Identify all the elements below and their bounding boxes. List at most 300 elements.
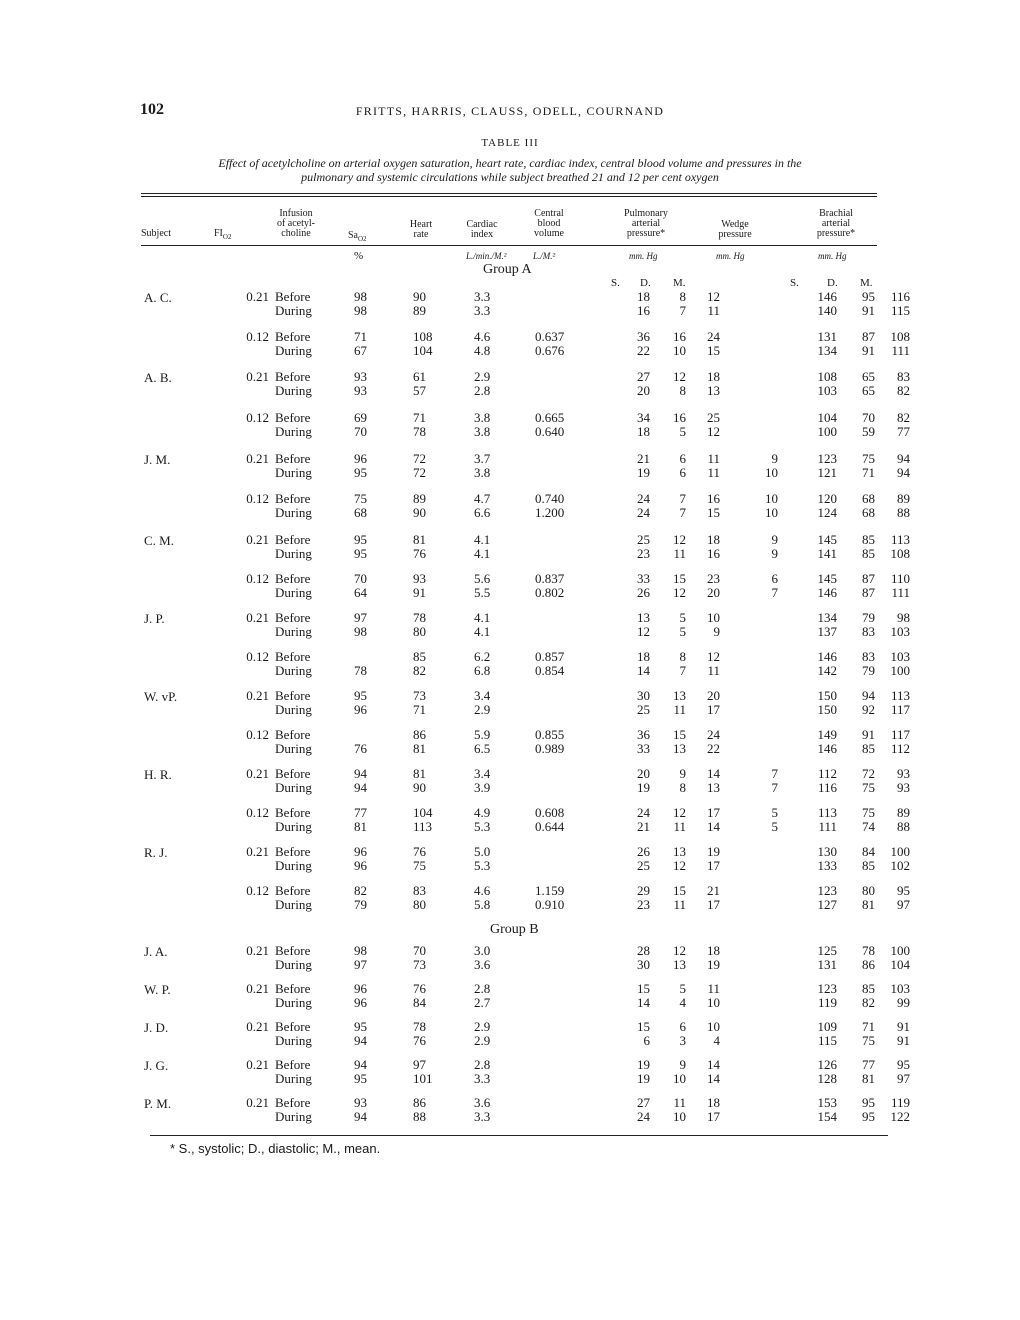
infusion-cell: Before During (275, 844, 312, 873)
infusion-cell: Before During (275, 1019, 312, 1048)
wedge-cell: 7 7 (771, 766, 778, 795)
subject-cell: W. vP. (144, 689, 178, 704)
pulm-diastolic-cell: 8 7 (679, 649, 686, 678)
brach-mean-cell: 98 103 (890, 610, 910, 639)
group-a-label: Group A (483, 262, 532, 277)
brach-diastolic-cell: 78 86 (862, 943, 875, 972)
pulm-diastolic-cell: 7 7 (679, 491, 686, 520)
cardiac-index-cell: 5.9 6.5 (474, 727, 491, 756)
pulm-diastolic-cell: 16 10 (673, 329, 686, 358)
cardiac-index-cell: 4.1 4.1 (474, 610, 491, 639)
cardiac-index-cell: 3.0 3.6 (474, 943, 491, 972)
table-row (30, 1058, 990, 1088)
wedge-cell: 10 10 (765, 491, 778, 520)
table-row (30, 767, 990, 797)
table-row (30, 533, 990, 563)
cbv-cell: 0.608 0.644 (535, 805, 565, 834)
heart-rate-cell: 72 72 (413, 451, 426, 480)
cbv-cell: 0.740 1.200 (535, 491, 565, 520)
sao2-cell: 94 94 (354, 766, 367, 795)
pulm-systolic-cell: 33 26 (637, 571, 650, 600)
table-row (30, 411, 990, 441)
sao2-cell: 78 (354, 663, 367, 678)
cardiac-index-cell: 3.4 3.9 (474, 766, 491, 795)
caption-line-1: Effect of acetylcholine on arterial oxygen saturation, heart rate, cardiac index, central blood volume and pressures in the (218, 156, 802, 170)
fio2-cell: 0.21 (246, 1019, 269, 1034)
fio2-cell: 0.21 (246, 451, 269, 466)
brach-mean-cell: 95 97 (897, 1057, 910, 1086)
pulm-mean-cell: 16 15 (707, 491, 720, 520)
table-row (30, 452, 990, 482)
subject-cell: H. R. (144, 767, 172, 782)
fio2-cell: 0.21 (246, 1095, 269, 1110)
sao2-cell: 96 96 (354, 981, 367, 1010)
table-row (30, 982, 990, 1012)
pulm-mean-cell: 17 14 (707, 805, 720, 834)
brach-systolic-cell: 108 103 (817, 369, 837, 398)
pulm-systolic-cell: 15 14 (637, 981, 650, 1010)
sao2-cell: 97 98 (354, 610, 367, 639)
infusion-cell: Before During (275, 289, 312, 318)
pulm-systolic-cell: 15 6 (637, 1019, 650, 1048)
subject-cell: W. P. (144, 982, 171, 997)
brach-diastolic-cell: 95 95 (862, 1095, 875, 1124)
header-heart-rate: Heart rate (409, 219, 433, 240)
pulm-systolic-cell: 24 24 (637, 491, 650, 520)
fio2-cell: 0.12 (246, 727, 269, 742)
fio2-cell: 0.21 (246, 369, 269, 384)
pulm-diastolic-cell: 15 13 (673, 727, 686, 756)
brach-mean-cell: 82 77 (897, 410, 910, 439)
heart-rate-cell: 97 101 (413, 1057, 433, 1086)
heart-rate-cell: 78 80 (413, 610, 426, 639)
cbv-cell: 1.159 0.910 (535, 883, 565, 912)
header-fio2: $FI_{O2}$ (214, 228, 232, 241)
heart-rate-cell: 93 91 (413, 571, 426, 600)
wedge-cell: 5 5 (771, 805, 778, 834)
heart-rate-cell: 70 73 (413, 943, 426, 972)
running-head: FRITTS, HARRIS, CLAUSS, ODELL, COURNAND (355, 104, 665, 118)
pulm-diastolic-cell: 15 11 (673, 883, 686, 912)
pulm-diastolic-cell: 8 7 (679, 289, 686, 318)
page-number: 102 (140, 101, 164, 118)
group-b-label: Group B (490, 922, 539, 937)
top-rule-double (141, 196, 877, 197)
sao2-cell: 76 (354, 741, 367, 756)
subject-cell: A. B. (144, 370, 172, 385)
fio2-cell: 0.21 (246, 844, 269, 859)
pulm-mean-cell: 21 17 (707, 883, 720, 912)
pulm-systolic-cell: 19 19 (637, 1057, 650, 1086)
infusion-cell: Before During (275, 805, 312, 834)
fio2-cell: 0.21 (246, 1057, 269, 1072)
table-row (30, 650, 990, 680)
sao2-cell: 77 81 (354, 805, 367, 834)
table-row (30, 492, 990, 522)
table-row (30, 572, 990, 602)
header-central-blood-volume: Central blood volume (534, 208, 564, 239)
fio2-cell: 0.12 (246, 649, 269, 664)
cardiac-index-cell: 2.9 2.9 (474, 1019, 491, 1048)
brach-mean-cell: 94 94 (897, 451, 910, 480)
sao2-cell: 93 94 (354, 1095, 367, 1124)
fio2-cell: 0.21 (246, 981, 269, 996)
unit-brachial: mm. Hg (818, 251, 847, 261)
brach-diastolic-cell: 75 71 (862, 451, 875, 480)
pulm-s-header: S. (611, 277, 620, 289)
brach-mean-cell: 100 102 (890, 844, 910, 873)
pulm-diastolic-cell: 12 11 (673, 805, 686, 834)
pulm-mean-cell: 14 14 (707, 1057, 720, 1086)
unit-pulmonary: mm. Hg (629, 251, 658, 261)
brach-systolic-cell: 150 150 (817, 688, 837, 717)
cbv-cell: 0.637 0.676 (535, 329, 565, 358)
brach-d-header: D. (827, 277, 838, 289)
subject-cell: J. P. (144, 611, 165, 626)
heart-rate-cell: 89 90 (413, 491, 426, 520)
pulm-mean-cell: 12 11 (707, 649, 720, 678)
heart-rate-cell: 104 113 (413, 805, 433, 834)
pulm-systolic-cell: 26 25 (637, 844, 650, 873)
subject-cell: J. M. (144, 452, 171, 467)
subject-cell: C. M. (144, 533, 174, 548)
infusion-cell: Before During (275, 491, 312, 520)
infusion-cell: Before During (275, 410, 312, 439)
heart-rate-cell: 81 76 (413, 532, 426, 561)
unit-cbv: L./M.² (533, 251, 556, 261)
pulm-systolic-cell: 27 24 (637, 1095, 650, 1124)
header-rule (141, 245, 877, 246)
wedge-cell: 9 9 (771, 532, 778, 561)
pulm-mean-cell: 18 13 (707, 369, 720, 398)
pulm-mean-cell: 18 16 (707, 532, 720, 561)
sao2-cell: 69 70 (354, 410, 367, 439)
caption-line-2: pulmonary and systemic circulations while subject breathed 21 and 12 per cent oxygen (301, 170, 719, 184)
brach-systolic-cell: 113 111 (817, 805, 837, 834)
cardiac-index-cell: 4.7 6.6 (474, 491, 491, 520)
infusion-cell: Before During (275, 688, 312, 717)
brach-s-header: S. (790, 277, 799, 289)
brach-mean-cell: 110 111 (890, 571, 910, 600)
pulm-diastolic-cell: 9 10 (673, 1057, 686, 1086)
heart-rate-cell: 85 82 (413, 649, 426, 678)
brach-systolic-cell: 120 124 (817, 491, 837, 520)
heart-rate-cell: 61 57 (413, 369, 426, 398)
brach-mean-cell: 113 117 (890, 688, 910, 717)
infusion-cell: Before During (275, 329, 312, 358)
fio2-cell: 0.21 (246, 289, 269, 304)
sao2-cell: 75 68 (354, 491, 367, 520)
sao2-cell: 95 96 (354, 688, 367, 717)
pulm-mean-cell: 18 17 (707, 1095, 720, 1124)
table-label: TABLE III (481, 137, 539, 149)
brach-mean-cell: 119 122 (890, 1095, 910, 1124)
brach-systolic-cell: 125 131 (817, 943, 837, 972)
brach-diastolic-cell: 77 81 (862, 1057, 875, 1086)
heart-rate-cell: 73 71 (413, 688, 426, 717)
pulm-systolic-cell: 13 12 (637, 610, 650, 639)
header-pulmonary-pressure: Pulmonary arterial pressure* (624, 208, 668, 239)
table-row (30, 806, 990, 836)
wedge-cell: 6 7 (771, 571, 778, 600)
pulm-systolic-cell: 30 25 (637, 688, 650, 717)
cardiac-index-cell: 2.8 2.7 (474, 981, 491, 1010)
pulm-diastolic-cell: 6 3 (679, 1019, 686, 1048)
pulm-diastolic-cell: 13 12 (673, 844, 686, 873)
pulm-mean-cell: 23 20 (707, 571, 720, 600)
brach-systolic-cell: 123 127 (817, 883, 837, 912)
wedge-cell: 9 10 (765, 451, 778, 480)
sao2-cell: 95 94 (354, 1019, 367, 1048)
brach-mean-cell: 117 112 (890, 727, 910, 756)
cardiac-index-cell: 4.1 4.1 (474, 532, 491, 561)
fio2-cell: 0.12 (246, 883, 269, 898)
sao2-cell: 71 67 (354, 329, 367, 358)
cardiac-index-cell: 2.8 3.3 (474, 1057, 491, 1086)
brach-m-header: M. (860, 277, 873, 289)
sao2-cell: 98 98 (354, 289, 367, 318)
unit-wedge: mm. Hg (716, 251, 745, 261)
cardiac-index-cell: 5.0 5.3 (474, 844, 491, 873)
pulm-systolic-cell: 18 14 (637, 649, 650, 678)
heart-rate-cell: 78 76 (413, 1019, 426, 1048)
table-row (30, 884, 990, 914)
sao2-cell: 70 64 (354, 571, 367, 600)
pulm-mean-cell: 12 11 (707, 289, 720, 318)
brach-mean-cell: 89 88 (897, 491, 910, 520)
pulm-systolic-cell: 34 18 (637, 410, 650, 439)
pulm-diastolic-cell: 16 5 (673, 410, 686, 439)
infusion-cell: Before During (275, 532, 312, 561)
subject-cell: A. C. (144, 290, 172, 305)
heart-rate-cell: 76 84 (413, 981, 426, 1010)
pulm-diastolic-cell: 15 12 (673, 571, 686, 600)
brach-diastolic-cell: 95 91 (862, 289, 875, 318)
fio2-cell: 0.21 (246, 766, 269, 781)
table-caption (150, 156, 870, 184)
pulm-mean-cell: 10 9 (707, 610, 720, 639)
table-row (30, 370, 990, 400)
brach-mean-cell: 116 115 (890, 289, 910, 318)
header-sao2: $Sa_{O2}$ (348, 230, 367, 243)
cardiac-index-cell: 3.7 3.8 (474, 451, 491, 480)
heart-rate-cell: 86 88 (413, 1095, 426, 1124)
pulm-mean-cell: 20 17 (707, 688, 720, 717)
brach-systolic-cell: 134 137 (817, 610, 837, 639)
sao2-cell: 94 95 (354, 1057, 367, 1086)
top-rule (141, 193, 877, 194)
brach-mean-cell: 100 104 (890, 943, 910, 972)
brach-diastolic-cell: 80 81 (862, 883, 875, 912)
brach-systolic-cell: 149 146 (817, 727, 837, 756)
table-row (30, 1020, 990, 1050)
cardiac-index-cell: 5.6 5.5 (474, 571, 491, 600)
brach-systolic-cell: 146 142 (817, 649, 837, 678)
cardiac-index-cell: 6.2 6.8 (474, 649, 491, 678)
cbv-cell: 0.857 0.854 (535, 649, 565, 678)
pulm-systolic-cell: 25 23 (637, 532, 650, 561)
brach-diastolic-cell: 87 91 (862, 329, 875, 358)
pulm-d-header: D. (640, 277, 651, 289)
brach-systolic-cell: 131 134 (817, 329, 837, 358)
subject-cell: J. D. (144, 1020, 169, 1035)
brach-mean-cell: 83 82 (897, 369, 910, 398)
sao2-cell: 93 93 (354, 369, 367, 398)
pulm-systolic-cell: 20 19 (637, 766, 650, 795)
subject-cell: P. M. (144, 1096, 172, 1111)
cardiac-index-cell: 3.8 3.8 (474, 410, 491, 439)
cardiac-index-cell: 2.9 2.8 (474, 369, 491, 398)
table-row (30, 1096, 990, 1126)
brach-diastolic-cell: 83 79 (862, 649, 875, 678)
fio2-cell: 0.21 (246, 943, 269, 958)
heart-rate-cell: 81 90 (413, 766, 426, 795)
infusion-cell: Before During (275, 943, 312, 972)
heart-rate-cell: 83 80 (413, 883, 426, 912)
table-row (30, 689, 990, 719)
cardiac-index-cell: 3.6 3.3 (474, 1095, 491, 1124)
infusion-cell: Before During (275, 1095, 312, 1124)
pulm-mean-cell: 19 17 (707, 844, 720, 873)
subject-cell: J. A. (144, 944, 168, 959)
brach-systolic-cell: 123 121 (817, 451, 837, 480)
sao2-cell: 95 95 (354, 532, 367, 561)
brach-diastolic-cell: 85 85 (862, 532, 875, 561)
pulm-diastolic-cell: 12 13 (673, 943, 686, 972)
pulm-systolic-cell: 36 22 (637, 329, 650, 358)
header-wedge-pressure: Wedge pressure (718, 219, 752, 240)
header-cardiac-index: Cardiac index (466, 219, 498, 240)
brach-diastolic-cell: 65 65 (862, 369, 875, 398)
pulm-diastolic-cell: 12 11 (673, 532, 686, 561)
infusion-cell: Before During (275, 1057, 312, 1086)
brach-systolic-cell: 104 100 (817, 410, 837, 439)
table-row (30, 330, 990, 360)
brach-systolic-cell: 109 115 (817, 1019, 837, 1048)
pulm-mean-cell: 24 22 (707, 727, 720, 756)
header-infusion: Infusion of acetyl- choline (276, 208, 316, 239)
brach-mean-cell: 95 97 (897, 883, 910, 912)
pulm-mean-cell: 11 10 (707, 981, 720, 1010)
infusion-cell: Before During (275, 981, 312, 1010)
pulm-mean-cell: 24 15 (707, 329, 720, 358)
brach-diastolic-cell: 87 87 (862, 571, 875, 600)
infusion-cell: Before During (275, 369, 312, 398)
infusion-cell: Before During (275, 571, 312, 600)
pulm-systolic-cell: 29 23 (637, 883, 650, 912)
cbv-cell: 0.665 0.640 (535, 410, 565, 439)
heart-rate-cell: 71 78 (413, 410, 426, 439)
cardiac-index-cell: 4.6 4.8 (474, 329, 491, 358)
brach-diastolic-cell: 84 85 (862, 844, 875, 873)
footnote: * S., systolic; D., diastolic; M., mean. (170, 1141, 381, 1156)
fio2-cell: 0.12 (246, 329, 269, 344)
heart-rate-cell: 108 104 (413, 329, 433, 358)
table-row (30, 944, 990, 974)
pulm-systolic-cell: 24 21 (637, 805, 650, 834)
brach-diastolic-cell: 85 82 (862, 981, 875, 1010)
sao2-cell: 82 79 (354, 883, 367, 912)
brach-systolic-cell: 123 119 (817, 981, 837, 1010)
heart-rate-cell: 86 81 (413, 727, 426, 756)
brach-systolic-cell: 112 116 (817, 766, 837, 795)
brach-diastolic-cell: 71 75 (862, 1019, 875, 1048)
pulm-mean-cell: 11 11 (707, 451, 720, 480)
pulm-systolic-cell: 21 19 (637, 451, 650, 480)
unit-sao2: % (354, 250, 364, 262)
infusion-cell: Before During (275, 610, 312, 639)
pulm-mean-cell: 18 19 (707, 943, 720, 972)
brach-mean-cell: 108 111 (890, 329, 910, 358)
brach-diastolic-cell: 79 83 (862, 610, 875, 639)
fio2-cell: 0.12 (246, 571, 269, 586)
brach-diastolic-cell: 91 85 (862, 727, 875, 756)
brach-diastolic-cell: 70 59 (862, 410, 875, 439)
fio2-cell: 0.21 (246, 610, 269, 625)
unit-cardiac-index: L./min./M.² (466, 251, 507, 261)
brach-systolic-cell: 145 146 (817, 571, 837, 600)
brach-mean-cell: 89 88 (897, 805, 910, 834)
infusion-cell: Before During (275, 451, 312, 480)
table-row (30, 728, 990, 758)
fio2-cell: 0.12 (246, 491, 269, 506)
pulm-diastolic-cell: 5 4 (679, 981, 686, 1010)
brach-diastolic-cell: 75 74 (862, 805, 875, 834)
heart-rate-cell: 76 75 (413, 844, 426, 873)
infusion-cell: Before During (275, 766, 312, 795)
sao2-cell: 96 96 (354, 844, 367, 873)
brach-systolic-cell: 146 140 (817, 289, 837, 318)
heart-rate-cell: 90 89 (413, 289, 426, 318)
table-row (30, 290, 990, 320)
pulm-m-header: M. (673, 277, 686, 289)
fio2-cell: 0.12 (246, 410, 269, 425)
brach-systolic-cell: 130 133 (817, 844, 837, 873)
cbv-cell: 0.855 0.989 (535, 727, 565, 756)
header-brachial-pressure: Brachial arterial pressure* (816, 208, 856, 239)
sao2-cell: 96 95 (354, 451, 367, 480)
brach-mean-cell: 91 91 (897, 1019, 910, 1048)
cardiac-index-cell: 3.4 2.9 (474, 688, 491, 717)
brach-diastolic-cell: 94 92 (862, 688, 875, 717)
pulm-diastolic-cell: 6 6 (679, 451, 686, 480)
table-row (30, 611, 990, 641)
bottom-rule (150, 1135, 888, 1136)
fio2-cell: 0.21 (246, 532, 269, 547)
table-row (30, 845, 990, 875)
brach-diastolic-cell: 72 75 (862, 766, 875, 795)
cardiac-index-cell: 4.9 5.3 (474, 805, 491, 834)
pulm-systolic-cell: 36 33 (637, 727, 650, 756)
brach-systolic-cell: 153 154 (817, 1095, 837, 1124)
brach-mean-cell: 93 93 (897, 766, 910, 795)
infusion-cell: Before During (275, 883, 312, 912)
cbv-cell: 0.837 0.802 (535, 571, 565, 600)
pulm-mean-cell: 14 13 (707, 766, 720, 795)
pulm-mean-cell: 10 4 (707, 1019, 720, 1048)
fio2-cell: 0.21 (246, 688, 269, 703)
infusion-cell: Before During (275, 649, 312, 678)
cardiac-index-cell: 3.3 3.3 (474, 289, 491, 318)
pulm-systolic-cell: 18 16 (637, 289, 650, 318)
sao2-cell: 98 97 (354, 943, 367, 972)
brach-mean-cell: 103 99 (890, 981, 910, 1010)
infusion-cell: Before During (275, 727, 312, 756)
pulm-diastolic-cell: 13 11 (673, 688, 686, 717)
pulm-systolic-cell: 27 20 (637, 369, 650, 398)
brach-mean-cell: 103 100 (890, 649, 910, 678)
pulm-mean-cell: 25 12 (707, 410, 720, 439)
